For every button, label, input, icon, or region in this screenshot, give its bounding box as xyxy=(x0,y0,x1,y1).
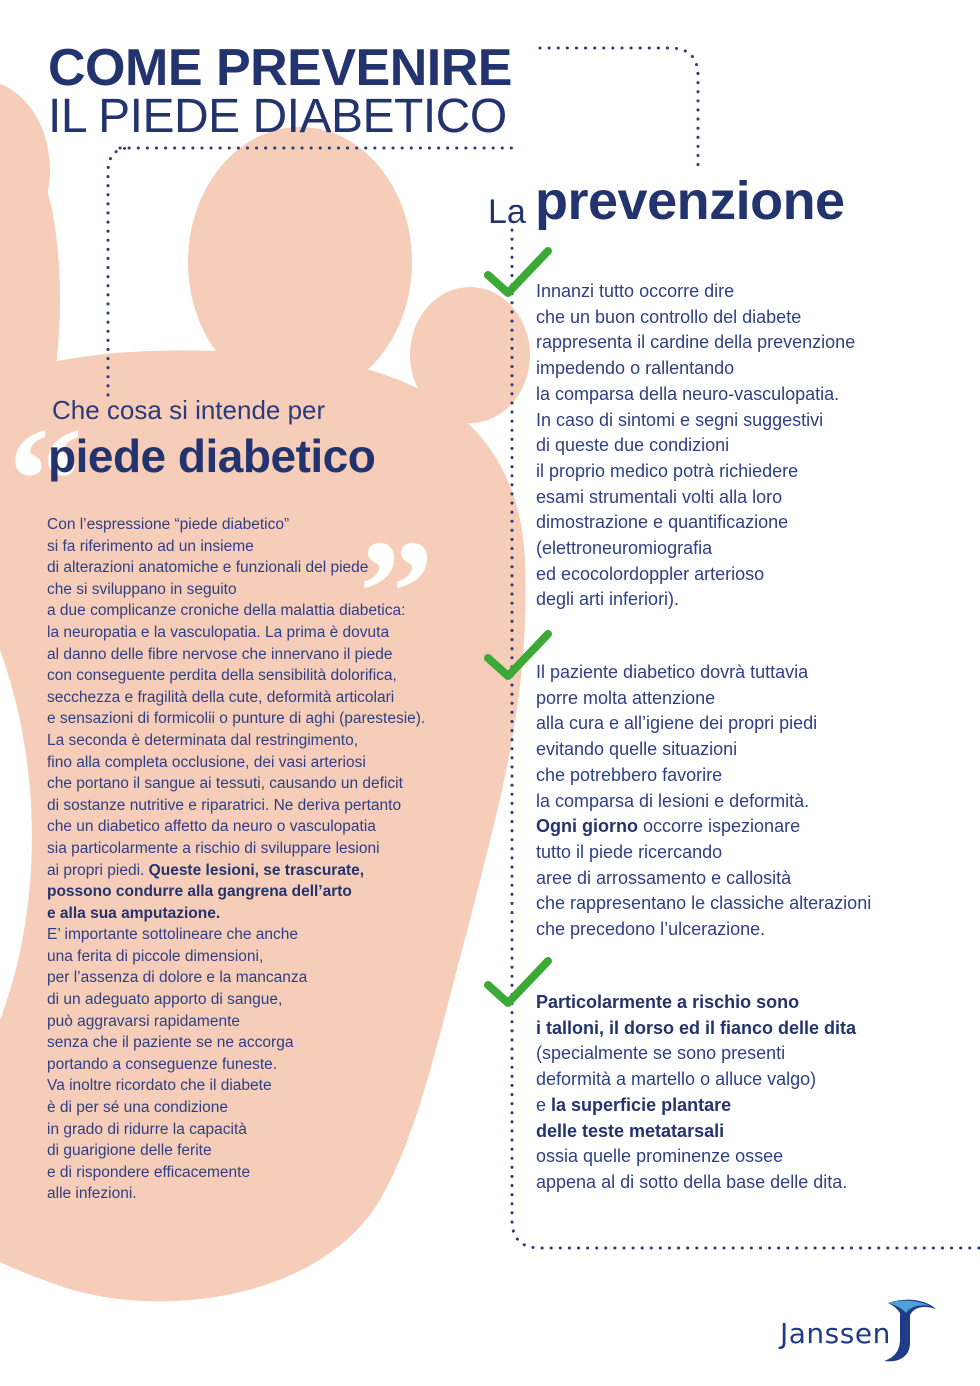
prevention-heading: prevenzione xyxy=(535,171,845,231)
body-line: che portano il sangue ai tessuti, causando un deficit xyxy=(47,775,403,793)
body-bold-line: possono condurre alla gangrena dell’arto xyxy=(47,883,352,901)
close-quote-mark: „ xyxy=(360,432,435,598)
left-subtitle-big: piede diabetico xyxy=(48,430,376,482)
prevention-prefix: La xyxy=(488,193,526,231)
block-text: occorre ispezionare xyxy=(643,816,801,837)
block-line: In caso di sintomi e segni suggestivi xyxy=(536,409,824,430)
block-line: ed ecocolordoppler arterioso xyxy=(536,563,765,584)
left-subtitle-small: Che cosa si intende per xyxy=(52,395,326,425)
body-line: senza che il paziente se ne accorga xyxy=(47,1034,294,1052)
body-line: di guarigione delle ferite xyxy=(47,1142,212,1160)
body-line: secchezza e fragilità della cute, deformità articolari xyxy=(47,688,395,706)
prevention-block-3 xyxy=(536,990,956,1196)
body-line: a due complicanze croniche della malattia diabetica: xyxy=(47,602,406,620)
block-line: che precedono l’ulcerazione. xyxy=(536,919,766,940)
block-line: Il paziente diabetico dovrà tuttavia xyxy=(536,662,809,682)
open-quote-mark: “ xyxy=(8,397,83,563)
block-line: aree di arrossamento e callosità xyxy=(536,867,792,888)
block-line: esami strumentali volti alla loro xyxy=(536,486,783,507)
title-line-2: IL PIEDE DIABETICO xyxy=(48,90,507,143)
body-line: Va inoltre ricordato che il diabete xyxy=(47,1077,272,1095)
block-line: la comparsa della neuro-vasculopatia. xyxy=(536,383,840,404)
prevention-block-1 xyxy=(536,279,956,613)
block-bold-text: la superficie plantare xyxy=(551,1094,732,1115)
body-line: una ferita di piccole dimensioni, xyxy=(47,947,264,965)
body-line: al danno delle fibre nervose che innervano il piede xyxy=(47,645,393,663)
body-line: alle infezioni. xyxy=(47,1185,137,1203)
left-body-text xyxy=(47,514,477,1205)
title-line-1: COME PREVENIRE xyxy=(48,39,512,97)
body-bold-text: Queste lesioni, se trascurate, xyxy=(148,861,365,879)
block-bold-line: i talloni, il dorso ed il fianco delle dita xyxy=(536,1017,857,1038)
block-line: deformità a martello o alluce valgo) xyxy=(536,1069,817,1090)
body-text: ai propri piedi. xyxy=(47,861,145,879)
janssen-swoosh-icon xyxy=(880,1295,940,1365)
body-line: e sensazioni di formicolii o punture di aghi (parestesie). xyxy=(47,710,426,728)
body-line: di un adeguato apporto di sangue, xyxy=(47,991,283,1009)
block-line: evitando quelle situazioni xyxy=(536,739,738,760)
block-line: tutto il piede ricercando xyxy=(536,841,723,862)
body-line: che un diabetico affetto da neuro o vasculopatia xyxy=(47,818,376,836)
block-line-mixed xyxy=(536,1093,956,1119)
block-line: (elettroneuromiografia xyxy=(536,538,713,559)
block-line: impedendo o rallentando xyxy=(536,358,735,379)
body-line: portando a conseguenze funeste. xyxy=(47,1055,278,1073)
block-line: che un buon controllo del diabete xyxy=(536,306,802,327)
block-line: degli arti inferiori). xyxy=(536,589,680,610)
body-line: in grado di ridurre la capacità xyxy=(47,1120,247,1138)
block-line: porre molta attenzione xyxy=(536,687,716,708)
block-bold-text: Ogni giorno xyxy=(536,816,638,837)
body-line: la neuropatia e la vasculopatia. La prima è dovuta xyxy=(47,623,390,641)
body-line: di alterazioni anatomiche e funzionali del piede xyxy=(47,559,369,577)
body-bold-line: e alla sua amputazione. xyxy=(47,904,221,922)
block-line: appena al di sotto della base delle dita. xyxy=(536,1171,848,1192)
body-line-mixed xyxy=(47,860,477,882)
block-line: di queste due condizioni xyxy=(536,435,730,456)
block-line: alla cura e all’igiene dei propri piedi xyxy=(536,713,818,734)
block-text: e xyxy=(536,1094,547,1115)
body-line: che si sviluppano in seguito xyxy=(47,580,237,598)
janssen-logo-text: Janssen xyxy=(780,1317,891,1350)
block-line: la comparsa di lesioni e deformità. xyxy=(536,790,810,811)
block-line: (specialmente se sono presenti xyxy=(536,1043,786,1064)
block-line: ossia quelle prominenze ossee xyxy=(536,1146,784,1167)
block-line: che potrebbero favorire xyxy=(536,764,723,785)
body-line: Con l’espressione “piede diabetico” xyxy=(47,516,290,533)
body-line: è di per sé una condizione xyxy=(47,1099,228,1117)
block-bold-line: delle teste metatarsali xyxy=(536,1120,725,1141)
body-line: si fa riferimento ad un insieme xyxy=(47,537,254,555)
block-line: rappresenta il cardine della prevenzione xyxy=(536,332,856,353)
prevention-block-2 xyxy=(536,660,956,943)
body-line: E’ importante sottolineare che anche xyxy=(47,926,299,944)
body-line: di sostanze nutritive e riparatrici. Ne deriva pertanto xyxy=(47,796,402,814)
block-line: Innanzi tutto occorre dire xyxy=(536,281,735,301)
body-line: e di rispondere efficacemente xyxy=(47,1163,251,1181)
top-right-connector-dots xyxy=(540,48,698,168)
block-line-mixed xyxy=(536,814,956,840)
body-line: fino alla completa occlusione, dei vasi arteriosi xyxy=(47,753,366,771)
block-line: il proprio medico potrà richiedere xyxy=(536,460,799,481)
block-line: che rappresentano le classiche alterazioni xyxy=(536,893,872,914)
body-line: con conseguente perdita della sensibilità dolorifica, xyxy=(47,667,397,685)
block-bold-line: Particolarmente a rischio sono xyxy=(536,992,800,1012)
body-line: sia particolarmente a rischio di sviluppare lesioni xyxy=(47,839,380,857)
body-line: La seconda è determinata dal restringimento, xyxy=(47,731,359,749)
body-line: può aggravarsi rapidamente xyxy=(47,1012,241,1030)
block-line: dimostrazione e quantificazione xyxy=(536,512,789,533)
body-line: per l’assenza di dolore e la mancanza xyxy=(47,969,308,987)
